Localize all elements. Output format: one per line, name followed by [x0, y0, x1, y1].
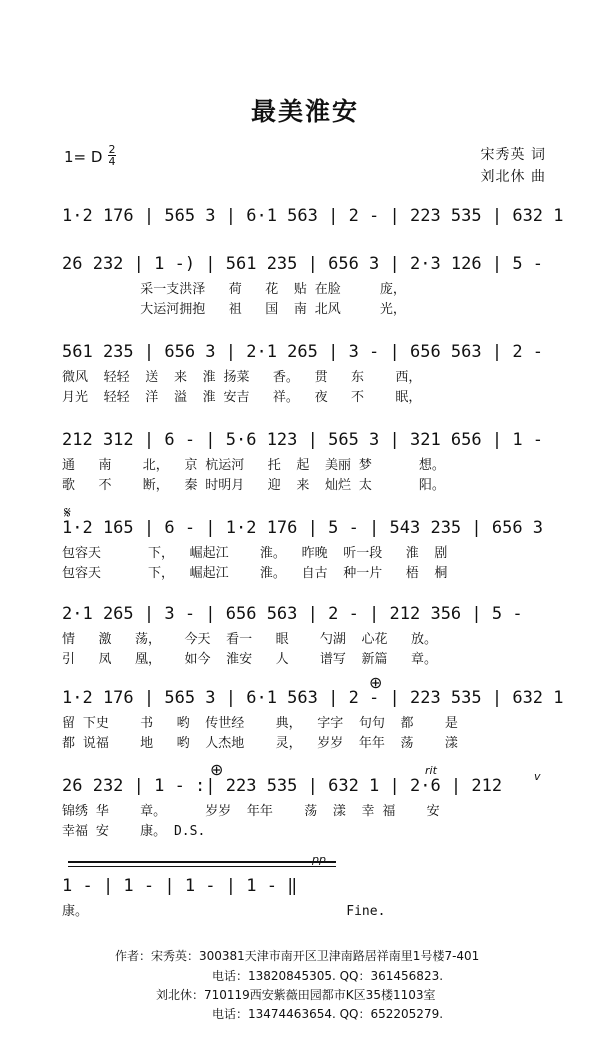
- tie-line: [68, 861, 336, 863]
- lyric-verse-1: 包容天 下， 崛起江 淮。 昨晚 听一段 淮 剧: [62, 546, 448, 561]
- segno-sign: 𝄋: [64, 503, 71, 522]
- time-sig-bottom: 4: [108, 155, 116, 168]
- author-phone-1: 电话：13820845305. QQ：361456823.: [212, 969, 444, 983]
- notes-line: 26 232 | 1 -) | 561 235 | 656 3 | 2·3 126 | 5 -: [62, 254, 544, 274]
- lyricist-credit: 宋秀英 词: [480, 147, 546, 163]
- time-sig-top: 2: [108, 143, 116, 156]
- tie-line: [68, 866, 336, 867]
- key-signature: 1= D: [64, 148, 103, 166]
- author-contact-1: 作者：宋秀英：300381天津市南开区卫津南路居祥南里1号楼7-401: [115, 949, 480, 963]
- score-row-6: [62, 604, 552, 668]
- lyric-verse-2: 包容天 下， 崛起江 淮。 自古 种一片 梧 桐: [62, 566, 448, 581]
- score-row-8: [62, 776, 552, 840]
- composer-credit: 刘北休 曲: [480, 169, 546, 185]
- notes-line: 212 312 | 6 - | 5·6 123 | 565 3 | 321 656 | 1 -: [62, 430, 544, 450]
- notes-line: 2·1 265 | 3 - | 656 563 | 2 - | 212 356 | 5 -: [62, 604, 523, 624]
- score-row-1: [62, 206, 564, 230]
- score-row-5: [62, 518, 552, 582]
- lyric-verse-2: 引 凤 凰， 如今 淮安 人 谱写 新篇 章。: [62, 652, 438, 667]
- score-row-7: [62, 688, 564, 752]
- notes-line: 1 - | 1 - | 1 - | 1 - ‖: [62, 876, 298, 896]
- lyric-verse-2: 月光 轻轻 洋 溢 淮 安吉 祥。 夜 不 眠，: [62, 390, 422, 405]
- coda-sign: ⊕: [210, 760, 224, 779]
- score-row-4: [62, 430, 552, 494]
- score-row-9: [62, 876, 552, 920]
- score-row-3: [62, 342, 552, 406]
- time-signature: [108, 144, 116, 167]
- coda-sign: ⊕: [369, 673, 383, 692]
- lyric-verse-2: 歌 不 断， 秦 时明月 迎 来 灿烂 太 阳。: [62, 478, 445, 493]
- breath-mark: v: [534, 770, 541, 783]
- lyric-verse-2: 大运河拥抱 祖 国 南 北风 光，: [62, 302, 406, 317]
- notes-line: 1·2 176 | 565 3 | 6·1 563 | 2 - | 223 535 | 632 1: [62, 688, 564, 708]
- author-contact-2: 刘北休：710119西安紫薇田园都市K区35楼1103室: [156, 988, 436, 1002]
- lyric-verse-1: 采一支洪泽 荷 花 贴 在脸 庞，: [62, 282, 406, 297]
- lyric-verse-1: 锦绣 华 章。 岁岁 年年 荡 漾 幸 福 安: [62, 804, 440, 819]
- notes-line: 561 235 | 656 3 | 2·1 265 | 3 - | 656 563 | 2 -: [62, 342, 544, 362]
- lyric-verse-1: 留 下史 书 哟 传世经 典， 字字 句句 都 是: [62, 716, 458, 731]
- rit-marking: rit: [425, 764, 437, 777]
- score-row-2: [62, 254, 552, 318]
- lyric-verse-1: 微风 轻轻 送 来 淮 扬菜 香。 贯 东 西，: [62, 370, 422, 385]
- lyric-verse-2: 都 说福 地 哟 人杰地 灵， 岁岁 年年 荡 漾: [62, 736, 458, 751]
- lyric-verse-2: 幸福 安 康。 D.S.: [62, 824, 206, 839]
- lyric-verse-1: 情 激 荡， 今天 看一 眼 勺湖 心花 放。: [62, 632, 438, 647]
- notes-line: 1·2 176 | 565 3 | 6·1 563 | 2 - | 223 535 | 632 1: [62, 206, 564, 226]
- notes-line: 1·2 165 | 6 - | 1·2 176 | 5 - | 543 235 | 656 3: [62, 518, 544, 538]
- lyric-verse-1: 康。 Fine.: [62, 904, 386, 919]
- author-phone-2: 电话：13474463654. QQ：652205279.: [212, 1007, 444, 1021]
- notes-line: 26 232 | 1 - :| 223 535 | 632 1 | 2·6 | 212: [62, 776, 503, 796]
- song-title: 最美淮安: [250, 97, 359, 126]
- lyric-verse-1: 通 南 北， 京 杭运河 托 起 美丽 梦 想。: [62, 458, 445, 473]
- pp-marking: pp: [312, 853, 326, 866]
